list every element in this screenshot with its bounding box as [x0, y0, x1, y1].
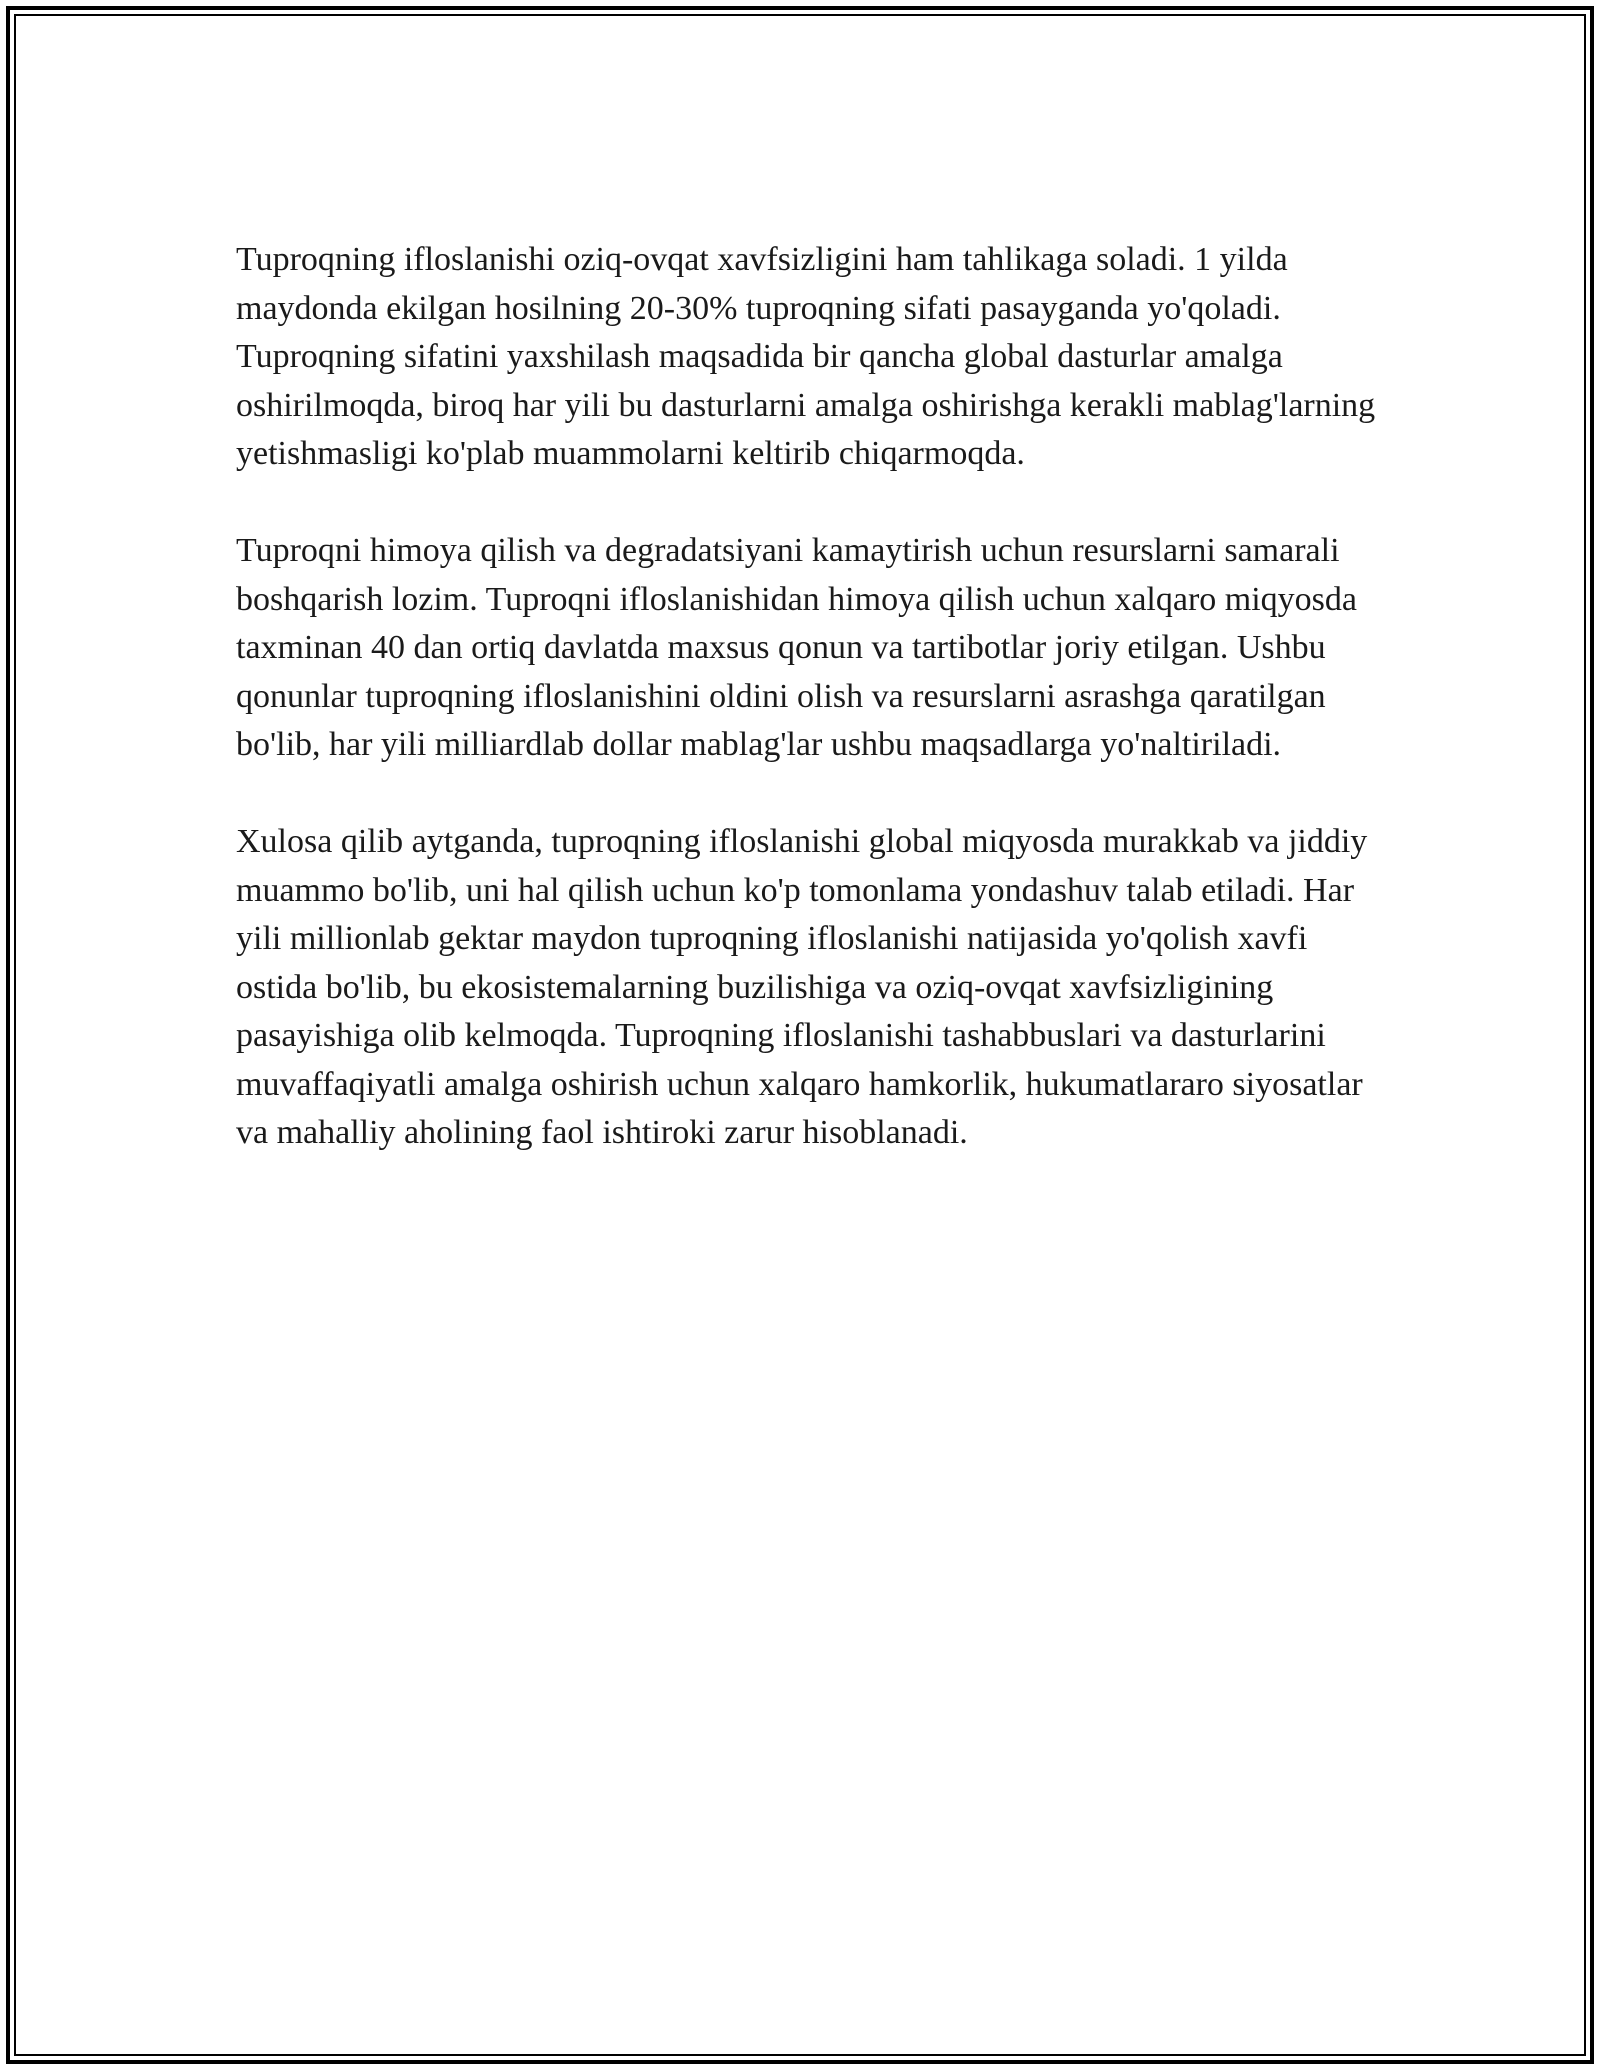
paragraph-conclusion: Xulosa qilib aytganda, tuproqning ifloslanishi global miqyosda murakkab va jiddiy muammo bo'lib, uni hal qilish uchun ko'p tomonlama yondashuv talab etiladi. Har yili millionlab gektar maydon tuproqning ifloslanishi natijasida yo'qolish xavfi ostida bo'lib, bu ekosistemalarning buzilishiga va oziq-ovqat xavfsizligining pasayishiga olib kelmoqda. Tuproqning ifloslanishi tashabbuslari va dasturlarini muvaffaqiyatli amalga oshirish uchun xalqaro hamkorlik, hukumatlararo siyosatlar va mahalliy aholining faol ishtiroki zarur hisoblanadi.: [236, 823, 1368, 1151]
paragraph-food-security: Tuproqning ifloslanishi oziq-ovqat xavfsizligini ham tahlikaga soladi. 1 yilda maydonda ekilgan hosilning 20-30% tuproqning sifati pasayganda yo'qoladi. Tuproqning sifatini yaxshilash maqsadida bir qancha global dasturlar amalga oshirilmoqda, biroq har yili bu dasturlarni amalga oshirishga kerakli mablag'larning yetishmasligi ko'plab muammolarni keltirib chiqarmoqda.: [236, 241, 1376, 472]
document-body: [236, 236, 1396, 1206]
paragraph-soil-protection: Tuproqni himoya qilish va degradatsiyani kamaytirish uchun resurslarni samarali boshqarish lozim. Tuproqni ifloslanishidan himoya qilish uchun xalqaro miqyosda taxminan 40 dan ortiq davlatda maxsus qonun va tartibotlar joriy etilgan. Ushbu qonunlar tuproqning ifloslanishini oldini olish va resurslarni asrashga qaratilgan bo'lib, har yili milliardlab dollar mablag'lar ushbu maqsadlarga yo'naltiriladi.: [236, 532, 1357, 763]
